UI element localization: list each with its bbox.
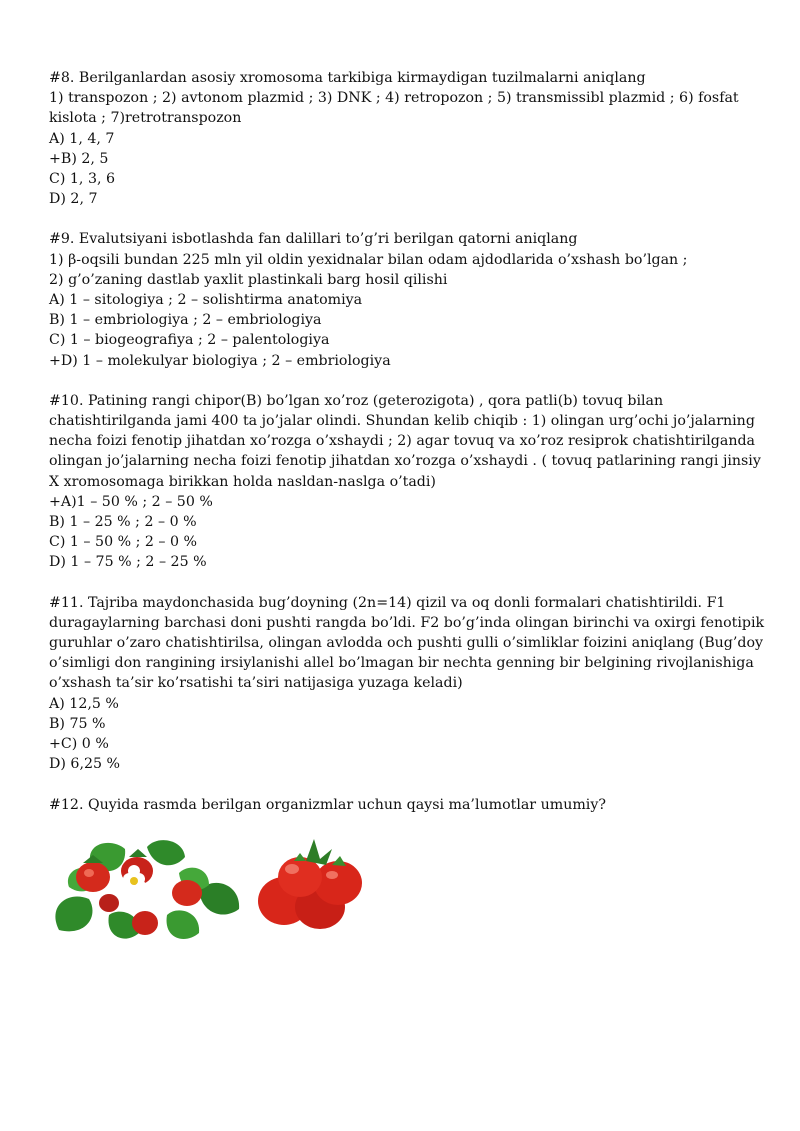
tomato-fruits: [258, 857, 362, 929]
answer-option-c: +C) 0 %: [49, 736, 109, 753]
question-9: [49, 229, 769, 370]
tomatoes-image: [254, 835, 366, 935]
answer-option-b: +B) 2, 5: [49, 150, 109, 167]
question-detail: 1) β-oqsili bundan 225 mln yil oldin yexidnalar bilan odam ajdodlarida o’xshash bo’lgan ;: [49, 251, 688, 268]
answer-option-a: A) 1, 4, 7: [49, 130, 115, 147]
answer-option-d: D) 1 – 75 % ; 2 – 25 %: [49, 554, 207, 571]
question-stem: #10. Patining rangi chipor(B) bo’lgan xo’roz (geterozigota) , qora patli(b) tovuq bilan chatishtirilganda jami 400 ta jo’jalar olindi. Shundan kelib chiqib : 1) olingan urg’ochi jo’jalarning necha foizi fenotip jihatdan xo’rozga o’xshaydi ; 2) agar tovuq va xo’roz resiprok chatishtirilganda olingan jo’jalarning necha foizi fenotip jihatdan xo’rozga o’xshaydi . ( tovuq patlarining rangi jinsiy X xromosomaga birikkan holda nasldan-naslga o’tadi): [49, 392, 761, 490]
answer-option-a: +A)1 – 50 % ; 2 – 50 %: [49, 493, 213, 510]
answer-option-b: B) 75 %: [49, 715, 106, 732]
answer-option-c: C) 1 – biogeografiya ; 2 – palentologiya: [49, 332, 330, 349]
answer-option-c: C) 1, 3, 6: [49, 171, 116, 188]
answer-option-b: B) 1 – embriologiya ; 2 – embriologiya: [49, 312, 322, 329]
answer-option-d: D) 2, 7: [49, 191, 98, 208]
question-stem: #11. Tajriba maydonchasida bug’doyning (2n=14) qizil va oq donli formalari chatishtirildi. F1 duragaylarning barchasi doni pushti rangda bo’ldi. F2 bo’g’inda olingan birinchi va oxirgi fenotipik guruhlar o’zaro chatishtirilsa, olingan avlodda och pushti gulli o’simliklar foizini aniqlang (Bug’doy o’simligi don rangining irsiylanishi allel bo’lmagan bir nechta genning bir belgining rivojlanishiga o’xshash ta’sir ko’rsatishi ta’siri natijasiga yuzaga keladi): [49, 594, 765, 692]
question-detail: 1) transpozon ; 2) avtonom plazmid ; 3) DNK ; 4) retropozon ; 5) transmissibl plazmid ; 6) fosfat kislota ; 7)retrotranspozon: [49, 90, 739, 127]
question-detail: 2) g’o’zaning dastlab yaxlit plastinkali barg hosil qilishi: [49, 271, 448, 288]
answer-option-d: D) 6,25 %: [49, 756, 120, 773]
question-stem: #8. Berilganlardan asosiy xromosoma tarkibiga kirmaydigan tuzilmalarni aniqlang: [49, 70, 646, 86]
answer-option-d: +D) 1 – molekulyar biologiya ; 2 – embriologiya: [49, 352, 391, 369]
question-8: [49, 68, 769, 209]
answer-option-c: C) 1 – 50 % ; 2 – 0 %: [49, 534, 198, 551]
question-stem: #12. Quyida rasmda berilgan organizmlar uchun qaysi ma’lumotlar umumiy?: [49, 796, 606, 813]
question-12: [49, 795, 769, 815]
test-questions: [49, 68, 769, 835]
question-12-images: [49, 835, 389, 950]
answer-option-b: B) 1 – 25 % ; 2 – 0 %: [49, 514, 197, 531]
answer-option-a: A) 1 – sitologiya ; 2 – solishtirma anatomiya: [49, 292, 363, 309]
question-11: [49, 593, 769, 775]
answer-option-a: A) 12,5 %: [49, 695, 119, 712]
question-stem: #9. Evalutsiyani isbotlashda fan dalillari to’g’ri berilgan qatorni aniqlang: [49, 231, 578, 248]
question-10: [49, 391, 769, 573]
strawberry-plant-image: [49, 835, 244, 947]
